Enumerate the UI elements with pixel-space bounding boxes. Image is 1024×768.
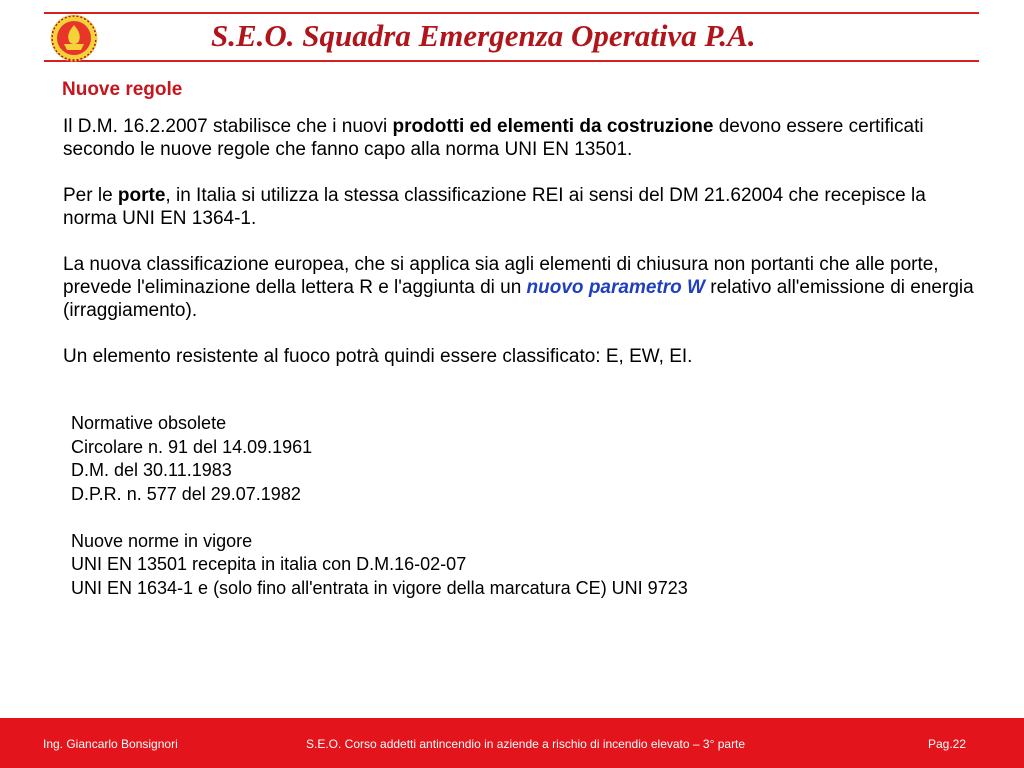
body-text <box>63 115 983 391</box>
paragraph-3-text-a: La nuova classificazione europea, che si applica sia agli elementi di chiusura non portanti che alle porte, prevede l'eliminazione della lettera R e l'aggiunta di un <box>63 254 939 298</box>
paragraph-2-bold: porte <box>117 185 166 206</box>
paragraph-4: Un elemento resistente al fuoco potrà quindi essere classificato: E, EW, EI. <box>63 346 693 367</box>
paragraph-3 <box>63 253 983 322</box>
footer-bar <box>0 718 1024 768</box>
paragraph-1-text-a: Il D.M. 16.2.2007 stabilisce che i nuovi <box>63 116 393 137</box>
paragraph-1-text-b: devono essere certificati secondo le nuove regole che fanno capo alla norma UNI EN 13501. <box>63 116 924 160</box>
paragraph-2 <box>63 184 983 230</box>
list-item: UNI EN 1634-1 e (solo fino all'entrata in vigore della marcatura CE) UNI 9723 <box>71 577 688 598</box>
list-item: D.M. del 30.11.1983 <box>71 460 232 480</box>
paragraph-2-text-b: , in Italia si utilizza la stessa classificazione REI ai sensi del DM 21.62004 che recepisce la norma UNI EN 1364-1. <box>63 185 926 229</box>
footer-course: S.E.O. Corso addetti antincendio in aziende a rischio di incendio elevato – 3° parte <box>306 737 746 751</box>
paragraph-3-accent-b: W <box>687 277 705 298</box>
paragraph-1-bold: prodotti ed elementi da costruzione <box>392 116 714 137</box>
normative-lists <box>71 412 971 600</box>
footer-page-number: Pag.22 <box>928 737 967 751</box>
paragraph-3-accent-a: nuovo parametro <box>526 277 682 298</box>
page-title: S.E.O. Squadra Emergenza Operativa P.A. <box>211 18 756 53</box>
list-item: UNI EN 13501 recepita in italia con D.M.16-02-07 <box>71 554 467 574</box>
list-item: Circolare n. 91 del 14.09.1961 <box>71 436 313 457</box>
list-spacer <box>71 506 971 530</box>
current-heading: Nuove norme in vigore <box>71 530 253 551</box>
paragraph-1 <box>63 115 983 161</box>
fire-brigade-emblem-icon <box>48 14 100 62</box>
obsolete-heading: Normative obsolete <box>71 413 227 433</box>
header-bottom-rule <box>44 60 979 62</box>
section-title: Nuove regole <box>62 79 183 100</box>
paragraph-2-text-a: Per le <box>63 185 118 206</box>
footer-author: Ing. Giancarlo Bonsignori <box>43 737 178 751</box>
paragraph-3-text-b: relativo all'emissione di energia (irraggiamento). <box>63 277 974 321</box>
list-item: D.P.R. n. 577 del 29.07.1982 <box>71 483 301 504</box>
